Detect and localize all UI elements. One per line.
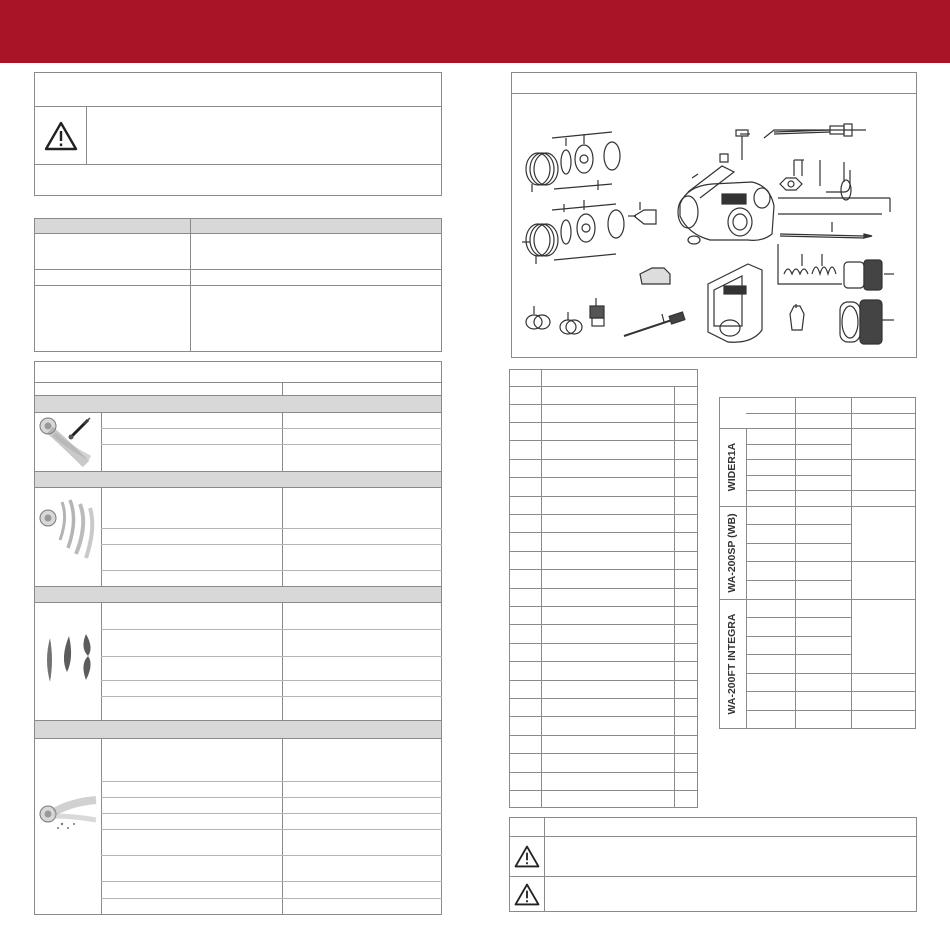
warning-triangle-icon bbox=[514, 883, 540, 906]
spray-gun-air-leak-icon bbox=[38, 788, 98, 838]
warning-triangle-icon bbox=[44, 121, 78, 151]
header-bar bbox=[0, 0, 950, 63]
warning-triangle-icon bbox=[514, 845, 540, 868]
model-comparison-table bbox=[719, 397, 916, 729]
faulty-spray-pattern-icon bbox=[40, 630, 98, 690]
spray-gun-fluttering-spray-icon bbox=[38, 414, 98, 469]
model-label-wa-200ft-integra: WA-200FT INTEGRA bbox=[726, 613, 738, 715]
spray-gun-exploded-parts-icon bbox=[512, 94, 916, 356]
model-label-wa-200sp-wb: WA-200SP (WB) bbox=[726, 513, 738, 593]
model-label-wider1a: WIDER1A bbox=[726, 442, 738, 492]
spray-gun-intermittent-spray-icon bbox=[38, 494, 98, 564]
warning-box bbox=[34, 72, 442, 196]
safety-warnings-table bbox=[509, 817, 917, 912]
